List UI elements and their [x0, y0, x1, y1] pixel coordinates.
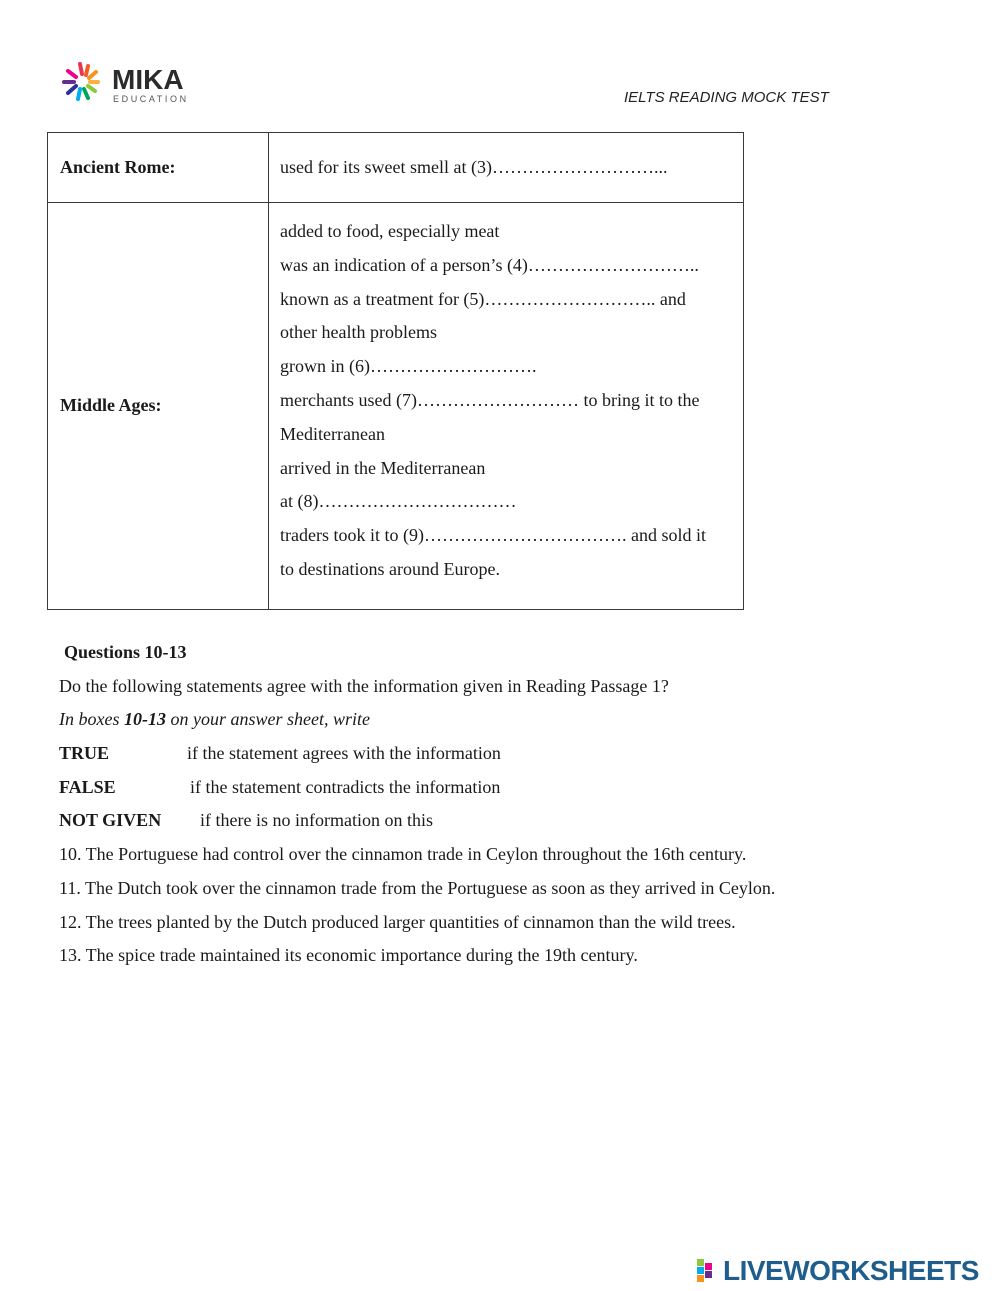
note-line: used for its sweet smell at (3)………………………... [280, 157, 668, 177]
option-not-given [59, 808, 959, 842]
option-desc: if the statement contradicts the information [190, 776, 501, 797]
row-content [269, 133, 744, 203]
note-line: grown in (6)………………………. [280, 356, 537, 377]
row-label: Middle Ages: [48, 203, 269, 610]
option-desc: if there is no information on this [200, 810, 433, 831]
option-true [59, 741, 959, 775]
logo-subtitle: EDUCATION [113, 94, 189, 104]
test-title: IELTS READING MOCK TEST [624, 89, 829, 106]
question-item: 11. The Dutch took over the cinnamon trade from the Portuguese as soon as they arrived in Ceylon. [59, 877, 776, 898]
note-line: known as a treatment for (5)……………………….. and [280, 288, 686, 309]
mika-logo [58, 58, 198, 108]
liveworksheets-blocks-icon [697, 1259, 723, 1283]
brand-name: LIVEWORKSHEETS [723, 1255, 979, 1286]
note-line: at (8)…………………………… [280, 491, 517, 512]
logo-name: MIKA [112, 64, 184, 95]
table-row [48, 203, 744, 610]
question-item: 13. The spice trade maintained its economic importance during the 19th century. [59, 945, 638, 966]
row-label: Ancient Rome: [48, 133, 269, 203]
answer-boxes: 10-13 [123, 709, 166, 730]
answer-instruction [59, 707, 959, 741]
notes-table [47, 132, 744, 610]
question-item: 12. The trees planted by the Dutch produced larger quantities of cinnamon than the wild trees. [59, 911, 736, 932]
questions-title: Questions 10-13 [64, 642, 187, 662]
note-line: other health problems [280, 322, 437, 343]
answer-suffix: on your answer sheet, write [165, 709, 370, 730]
option-false [59, 775, 959, 809]
questions-section [59, 640, 959, 977]
mika-starburst-logo-icon [58, 58, 106, 106]
question-item: 10. The Portuguese had control over the cinnamon trade in Ceylon throughout the 16th century. [59, 844, 747, 865]
option-term: TRUE [59, 743, 110, 764]
instruction: Do the following statements agree with the information given in Reading Passage 1? [59, 675, 669, 696]
note-line: to destinations around Europe. [280, 558, 500, 579]
note-line: traders took it to (9)……………………………. and sold it [280, 525, 706, 546]
row-content [269, 203, 744, 610]
note-line: Mediterranean [280, 423, 385, 444]
answer-prefix: In boxes [59, 709, 124, 730]
option-term: FALSE [59, 776, 116, 797]
option-desc: if the statement agrees with the information [187, 743, 501, 764]
note-line: merchants used (7)……………………… to bring it to the [280, 389, 700, 410]
option-term: NOT GIVEN [59, 810, 162, 831]
table-row [48, 133, 744, 203]
note-line: was an indication of a person’s (4)……………………….. [280, 254, 699, 275]
note-line: added to food, especially meat [280, 221, 500, 241]
note-line: arrived in the Mediterranean [280, 457, 486, 478]
